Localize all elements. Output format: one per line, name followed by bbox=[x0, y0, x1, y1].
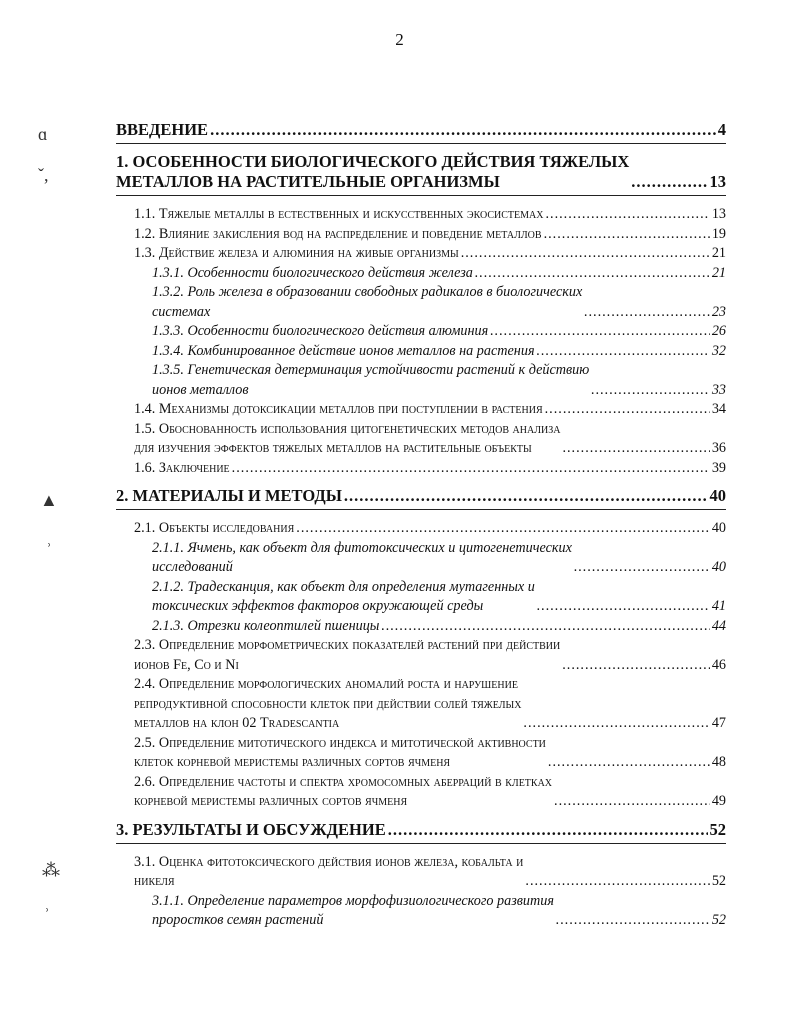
chapter-3 bbox=[116, 820, 726, 931]
chapter-1-page: 13 bbox=[709, 172, 726, 191]
toc-entry[interactable]: 2.3. Определение морфометрических показателей растений при действии ионов Fe, Co и Ni ..... 46 bbox=[116, 636, 726, 675]
toc-entry[interactable]: 2.1.1. Ячмень, как объект для фитотоксических и цитогенетических исследований ..... 40 bbox=[116, 539, 726, 578]
chapter-1 bbox=[116, 152, 726, 478]
toc-entry[interactable]: 1.3. Действие железа и алюминия на живые организмы ..... 21 bbox=[116, 244, 726, 264]
toc-entry[interactable]: 2.4. Определение морфологических аномалий роста и нарушение репродуктивной способности клеток при действии солей тяжелых металлов на клон 02 Tradescantia ..... 47 bbox=[116, 675, 726, 734]
toc-entry[interactable]: 2.6. Определение частоты и спектра хромосомных аберраций в клетках корневой меристемы различных сортов ячменя ..... 49 bbox=[116, 773, 726, 812]
scan-speck: ▲ bbox=[40, 490, 58, 510]
toc-entry[interactable]: 1.6. Заключение ..... 39 bbox=[116, 459, 726, 479]
chapter-3-page: 52 bbox=[709, 819, 726, 839]
toc-entry[interactable]: 2.1. Объекты исследования ..... 40 bbox=[116, 519, 726, 539]
toc-intro-title: ВВЕДЕНИЕ bbox=[116, 120, 209, 139]
toc-entry[interactable]: 2.5. Определение митотического индекса и митотической активности клеток корневой меристемы различных сортов ячменя ..... 48 bbox=[116, 734, 726, 773]
toc-entry[interactable]: 3.1. Оценка фитотоксического действия ионов железа, кобальта и никеля ..... 52 bbox=[116, 853, 726, 892]
chapter-3-title: 3. РЕЗУЛЬТАТЫ И ОБСУЖДЕНИЕ bbox=[116, 819, 386, 839]
toc-entry[interactable]: 3.1.1. Определение параметров морфофизиологического развития проростков семян растений ..... 52 bbox=[116, 892, 726, 931]
scan-speck: ʾ bbox=[44, 905, 50, 925]
toc-chapter-3-heading[interactable] bbox=[116, 820, 726, 844]
toc-entry[interactable]: 2.1.3. Отрезки колеоптилей пшеницы ..... 44 bbox=[116, 617, 726, 637]
scan-speck: ʾ bbox=[46, 540, 52, 560]
toc-entry[interactable]: 1.3.2. Роль железа в образовании свободных радикалов в биологических системах ..... 23 bbox=[116, 283, 726, 322]
toc-chapter-1-heading[interactable] bbox=[116, 152, 726, 196]
scan-speck: ⁂ bbox=[42, 860, 60, 880]
toc-intro[interactable] bbox=[116, 120, 726, 144]
chapter-2-title: 2. МАТЕРИАЛЫ И МЕТОДЫ bbox=[116, 486, 342, 505]
scan-speck: ˇ, bbox=[38, 165, 49, 185]
table-of-contents bbox=[116, 120, 726, 931]
chapter-2-page: 40 bbox=[709, 486, 726, 505]
toc-entry[interactable]: 1.3.3. Особенности биологического действия алюминия ..... 26 bbox=[116, 322, 726, 342]
toc-chapter-2-heading[interactable] bbox=[116, 486, 726, 510]
scan-speck: ɑ bbox=[38, 124, 48, 144]
chapter-1-title: 1. ОСОБЕННОСТИ БИОЛОГИЧЕСКОГО ДЕЙСТВИЯ ТЯЖЕЛЫХ МЕТАЛЛОВ НА РАСТИТЕЛЬНЫЕ ОРГАНИЗМЫ bbox=[116, 152, 630, 191]
toc-entry[interactable]: 1.1. Тяжелые металлы в естественных и искусственных экосистемах ..... 13 bbox=[116, 205, 726, 225]
toc-entry[interactable]: 1.5. Обоснованность использования цитогенетических методов анализа для изучения эффектов тяжелых металлов на растительные объекты ..... 36 bbox=[116, 420, 726, 459]
toc-entry[interactable]: 2.1.2. Традесканция, как объект для определения мутагенных и токсических эффектов факторов окружающей среды ..... 41 bbox=[116, 578, 726, 617]
chapter-2 bbox=[116, 486, 726, 812]
toc-entry[interactable]: 1.3.4. Комбинированное действие ионов металлов на растения ..... 32 bbox=[116, 342, 726, 362]
toc-entry[interactable]: 1.2. Влияние закисления вод на распределение и поведение металлов ..... 19 bbox=[116, 225, 726, 245]
toc-entry[interactable]: 1.4. Механизмы дотоксикации металлов при поступлении в растения ..... 34 bbox=[116, 400, 726, 420]
toc-entry[interactable]: 1.3.1. Особенности биологического действия железа ..... 21 bbox=[116, 264, 726, 284]
toc-entry[interactable]: 1.3.5. Генетическая детерминация устойчивости растений к действию ионов металлов ..... 33 bbox=[116, 361, 726, 400]
page-number: 2 bbox=[395, 30, 404, 49]
toc-intro-page: 4 bbox=[717, 120, 726, 139]
